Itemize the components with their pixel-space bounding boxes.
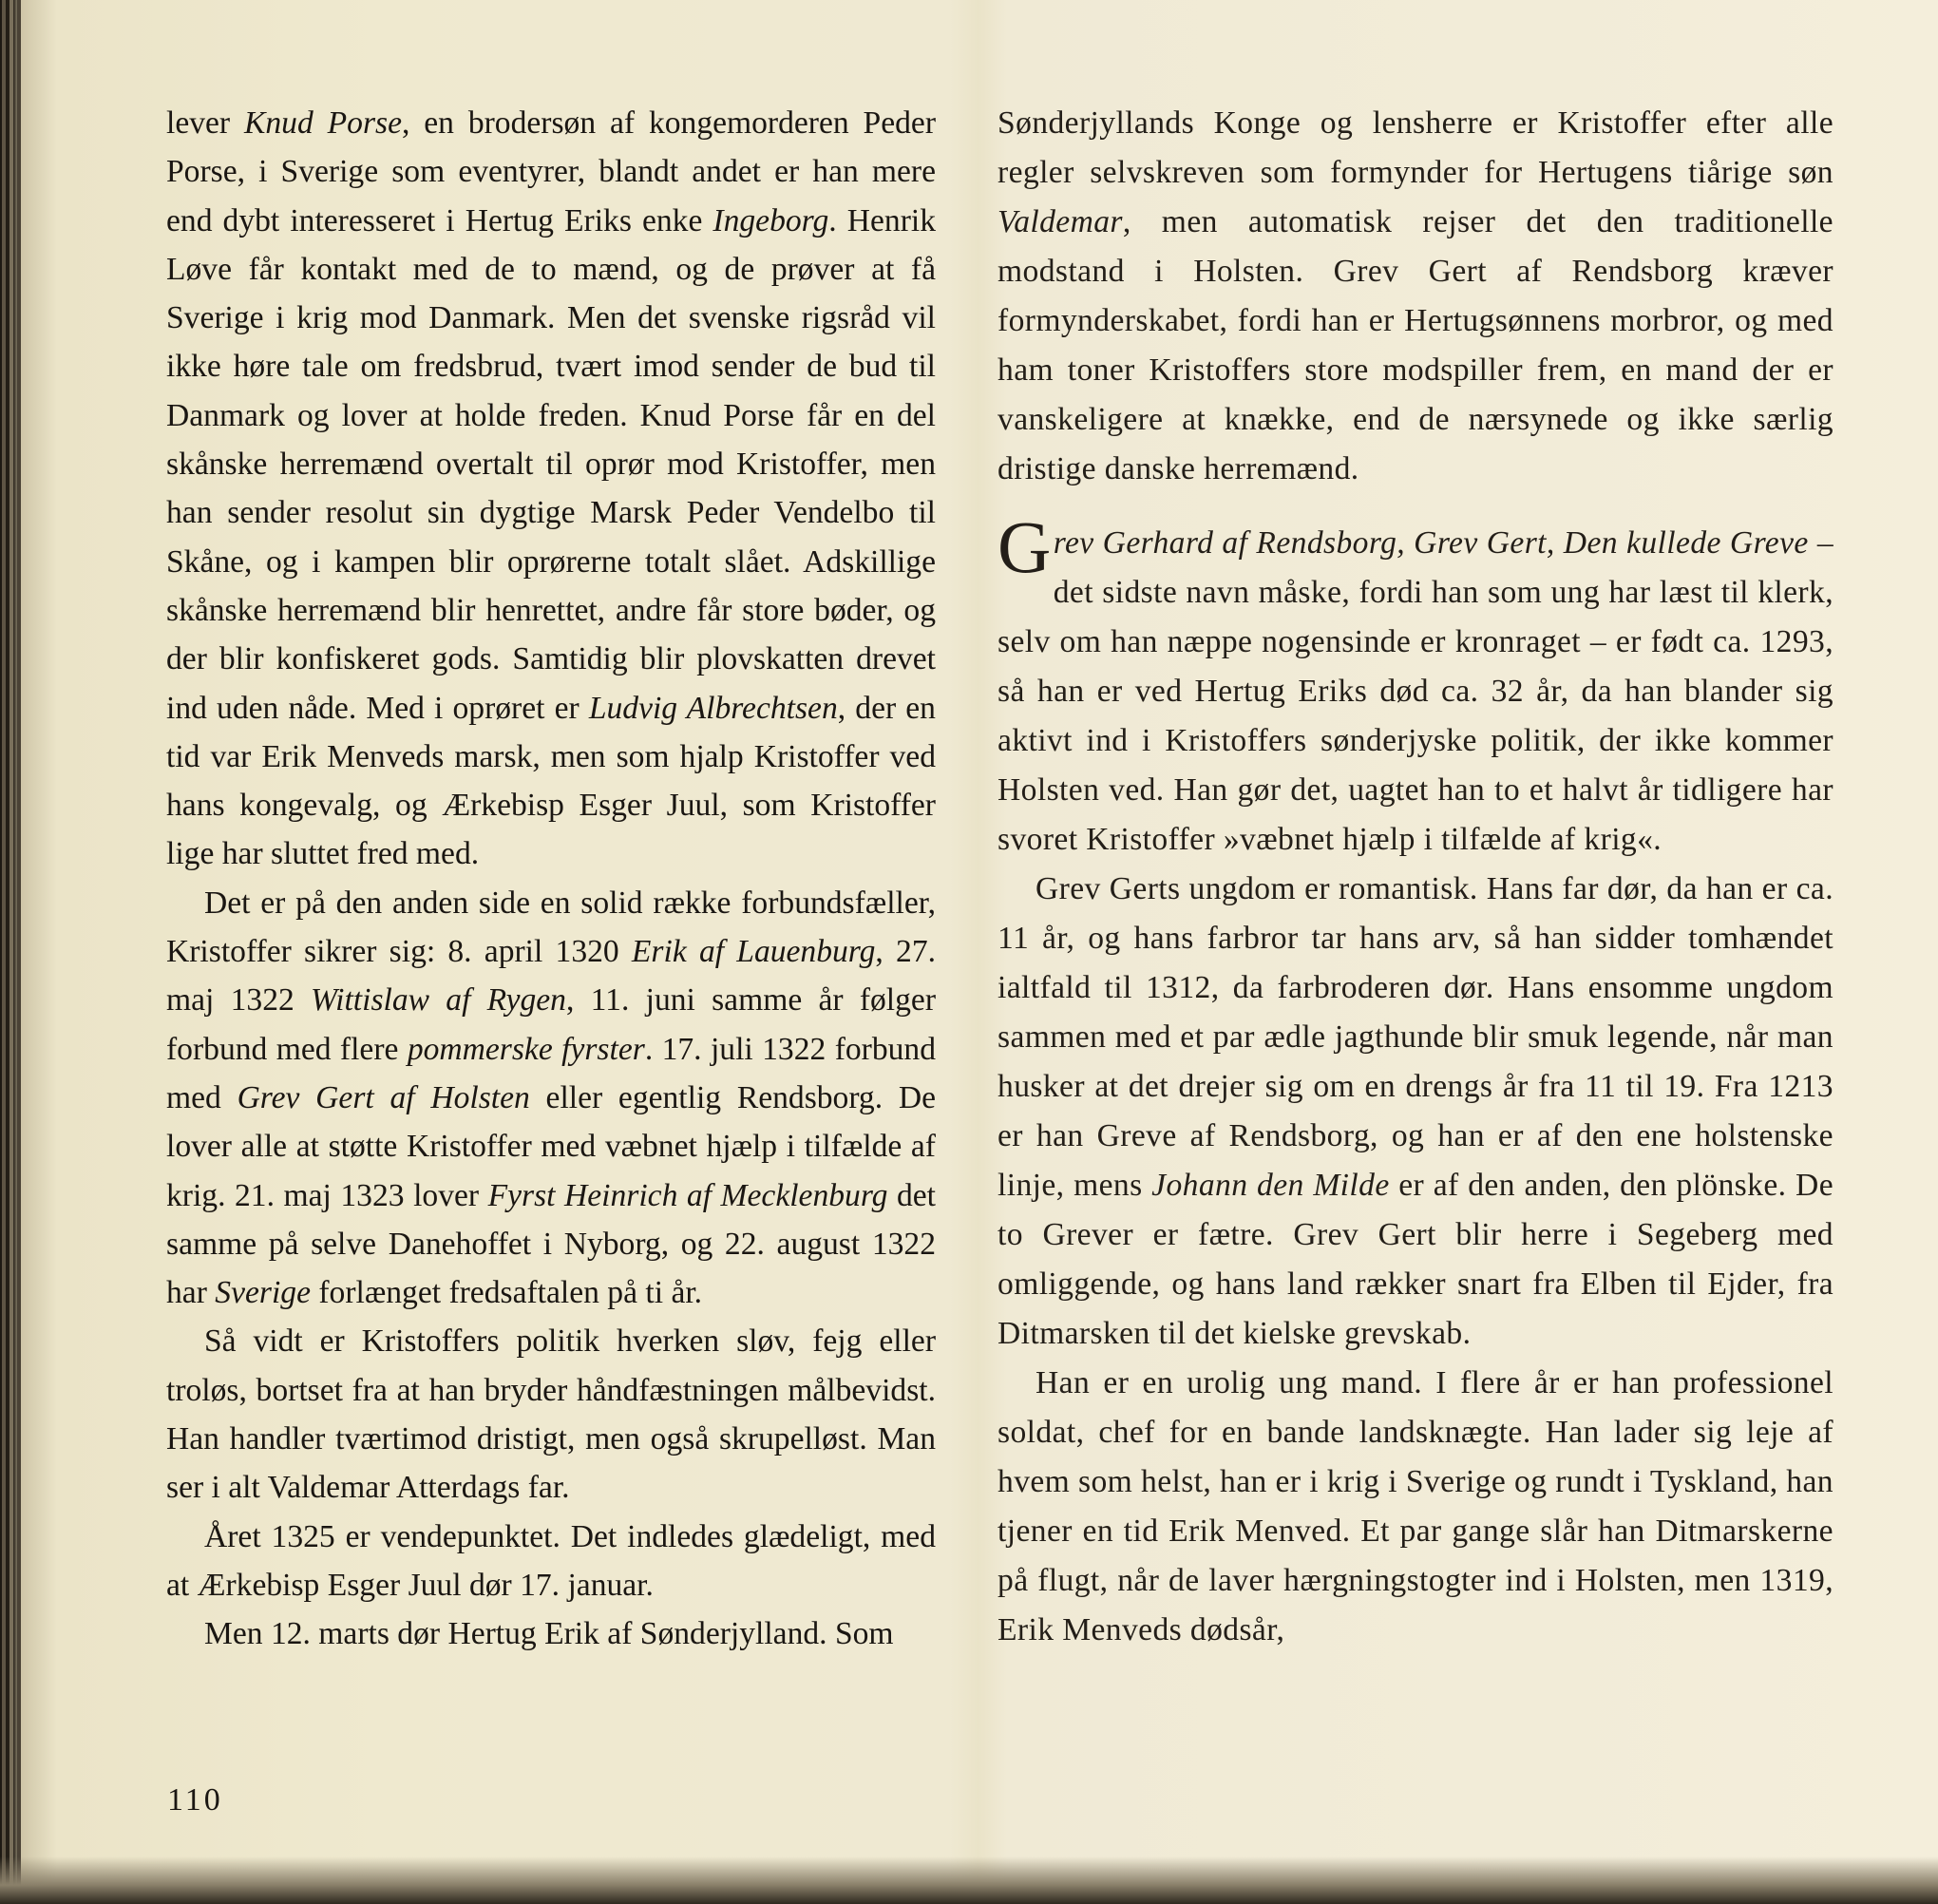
text-run: , 27. maj 1322 bbox=[166, 934, 937, 1019]
text-run: , der en tid var Erik Menveds marsk, men som hjalp Kristoffer ved hans kongevalg, og Ærkebisp Esger Juul, som Kristoffer lige har sluttet fred med. bbox=[166, 690, 936, 872]
text-run: Det er på den anden side en solid række forbundsfæller, Kristoffer sikrer sig: 8. april 1320 bbox=[166, 885, 936, 970]
right-page-text bbox=[998, 99, 1834, 1655]
text-run: , men automatisk rejser det den traditionelle modstand i Holsten. Grev Gert af Rendsborg kræver formynderskabet, fordi han er Hertugsønnens morbror, og med ham toner Kristoffers store modspiller frem, en mand der er vanskeligere at knække, end de nærsynede og ikke særlig dristige danske herremænd. bbox=[998, 204, 1834, 486]
text-run: Så vidt er Kristoffers politik hverken sløv, fejg eller troløs, bortset fra at han bryder håndfæstningen målbevidst. Han handler tværtimod dristigt, men også skrupelløst. Man ser i alt Valdemar Atterdags far. bbox=[166, 1323, 936, 1506]
paragraph bbox=[166, 1609, 936, 1658]
italic-name: Erik af Lauenburg bbox=[631, 934, 876, 970]
text-run: Sønderjyllands Konge og lensherre er Kristoffer efter alle regler selvskreven som formynder for Hertugens tiårige søn bbox=[998, 105, 1834, 190]
text-run: – det sidste navn måske, fordi han som ung har læst til klerk, selv om han næppe nogensinde er kronraget – er født ca. 1293, så han er ved Hertug Eriks død ca. 32 år, da han blander sig aktivt ind i Kristoffers sønderjyske politik, der ikke kommer Holsten ved. Han gør det, uagtet han to et halvt år tidligere har svoret Kristoffer »væbnet hjælp i tilfælde af krig«. bbox=[998, 525, 1834, 857]
italic-name: Fyrst Heinrich af Mecklenburg bbox=[487, 1177, 888, 1213]
italic-name: Ingeborg bbox=[712, 202, 829, 238]
italic-name: Ludvig Albrechtsen bbox=[588, 690, 838, 726]
text-run: eller egentlig Rendsborg. De lover alle at støtte Kristoffer med væbnet hjælp i tilfælde af krig. 21. maj 1323 lover bbox=[166, 1079, 937, 1213]
italic-name: Grev Gert af Holsten bbox=[237, 1079, 530, 1115]
paragraph bbox=[998, 1359, 1834, 1655]
paragraph bbox=[998, 99, 1834, 494]
text-run: , en brodersøn af kongemorderen Peder Porse, i Sverige som eventyrer, blandt andet er han mere end dybt interesseret i Hertug Eriks enke bbox=[166, 105, 936, 238]
italic-name: pommerske fyrster bbox=[407, 1031, 645, 1067]
text-run: det samme på selve Danehoffet i Nyborg, og 22. august 1322 har bbox=[166, 1177, 937, 1311]
italic-name: Johann den Milde bbox=[1151, 1168, 1390, 1203]
italic-name: Wittislaw af Rygen bbox=[311, 982, 566, 1019]
page-number: 110 bbox=[167, 1782, 223, 1818]
text-run: Året 1325 er vendepunktet. Det indledes glædeligt, med at Ærkebisp Esger Juul dør 17. januar. bbox=[166, 1518, 936, 1603]
text-run: . 17. juli 1322 forbund med bbox=[166, 1031, 937, 1115]
text-run: Men 12. marts dør Hertug Erik af Sønderjylland. Som bbox=[204, 1616, 894, 1652]
text-run: . Henrik Løve får kontakt med de to mænd, og de prøver at få Sverige i krig mod Danmark. Men det svenske rigsråd vil ikke høre tale om fredsbrud, tvært imod sender de bud til Danmark og lover at holde freden. Knud Porse får en del skånske herremænd overtalt til oprør mod Kristoffer, men han sender resolut sin dygtige Marsk Peder Vendelbo til Skåne, og i kampen blir oprørerne totalt slået. Adskillige skånske herremænd blir henrettet, andre får store bøder, og der blir konfiskeret gods. Samtidig blir plovskatten drevet ind uden nåde. Med i oprøret er bbox=[166, 202, 936, 726]
text-run: Grev Gerts ungdom er romantisk. Hans far dør, da han er ca. 11 år, og hans farbror tar hans arv, så han sidder tomhændet ialtfald til 1312, da farbroderen dør. Hans ensomme ungdom sammen med et par ædle jagthunde blir smuk legende, når man husker at det drejer sig om en drengs år fra 11 til 19. Fra 1213 er han Greve af Rendsborg, og han er af den ene holstenske linje, mens bbox=[998, 871, 1834, 1203]
drop-cap: G bbox=[998, 505, 1052, 588]
italic-name: rev Gerhard af Rendsborg, Grev Gert, Den kullede Greve bbox=[1053, 525, 1809, 561]
italic-name: Valdemar bbox=[998, 204, 1123, 239]
right-page bbox=[969, 0, 1938, 1904]
italic-name: Knud Porse bbox=[244, 105, 402, 141]
italic-name: Sverige bbox=[215, 1275, 311, 1311]
paragraph bbox=[166, 1513, 936, 1610]
left-page-text bbox=[166, 99, 936, 1659]
paragraph bbox=[166, 879, 936, 1318]
text-run: Han er en urolig ung mand. I flere år er han professionel soldat, chef for en bande landsknægte. Han lader sig leje af hvem som helst, han er i krig i Sverige og rundt i Tyskland, han tjener en tid Erik Menved. Et par gange slår han Ditmarskerne på flugt, når de laver hærgningstogter ind i Holsten, men 1319, Erik Menveds dødsår, bbox=[998, 1365, 1834, 1647]
paragraph bbox=[166, 1317, 936, 1512]
text-run: forlænget fredsaftalen på ti år. bbox=[310, 1275, 703, 1311]
text-run: , 11. juni samme år følger forbund med flere bbox=[166, 982, 937, 1067]
paragraph bbox=[166, 99, 936, 879]
paragraph bbox=[998, 505, 1834, 865]
text-run: lever bbox=[166, 105, 244, 141]
paragraph bbox=[998, 865, 1834, 1359]
text-run: er af den anden, den plönske. De to Grever er fætre. Grev Gert blir herre i Segeberg med omliggende, og hans land rækker snart fra Elben til Ejder, fra Ditmarsken til det kielske grevskab. bbox=[998, 1168, 1834, 1351]
